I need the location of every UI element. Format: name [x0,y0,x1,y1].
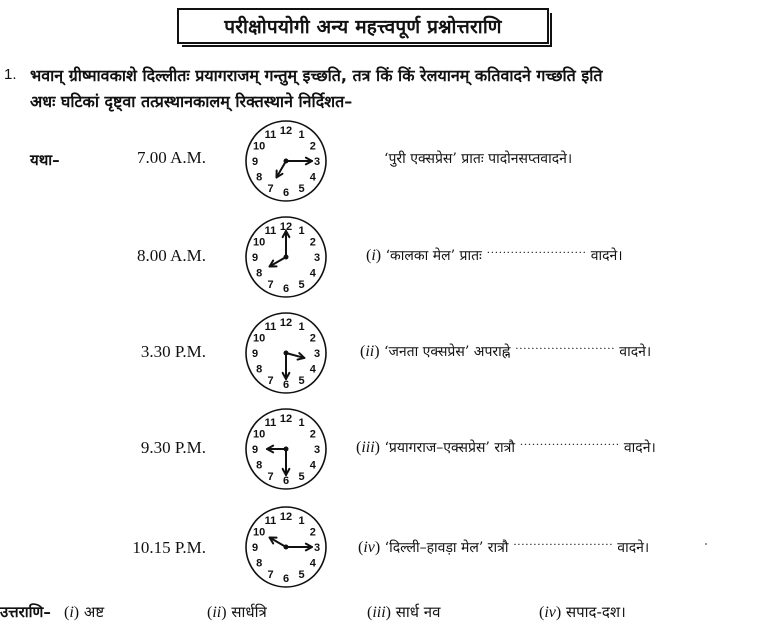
item-marker: ii [365,343,375,360]
answer-marker: ii [212,604,222,621]
svg-text:8: 8 [256,459,263,472]
answers-label: उत्तराणि– [0,603,51,621]
item-marker-open: ( [356,439,362,456]
answer-item: (i) अष्ट [64,603,105,621]
svg-text:10: 10 [253,236,266,249]
svg-text:7: 7 [267,470,274,483]
svg-text:12: 12 [279,511,293,523]
svg-text:2: 2 [309,140,316,153]
svg-text:4: 4 [309,171,316,184]
svg-text:9: 9 [251,252,259,264]
svg-text:2: 2 [309,428,316,441]
train-description: ‘जनता एक्सप्रेस’ अपराह्ने [384,344,511,360]
svg-text:9: 9 [251,444,259,456]
item-marker: iv [363,539,375,556]
train-description: ‘दिल्ली–हावड़ा मेल’ रात्रौ [384,540,509,556]
example-label: यथा– [30,151,60,169]
fill-blank-item [360,341,651,361]
time-label: 9.30 P.M. [140,438,206,457]
answer-marker: iv [544,604,556,621]
item-marker-open: ( [360,343,366,360]
svg-text:1: 1 [298,129,305,142]
svg-text:12: 12 [279,413,293,425]
svg-text:5: 5 [298,182,305,195]
item-marker-close: ) [374,343,380,360]
answer-text: सार्धत्रि [231,603,267,621]
svg-text:6: 6 [282,379,290,391]
svg-text:1: 1 [298,225,305,238]
svg-text:2: 2 [309,236,316,249]
print-speck [705,543,707,545]
blank-field[interactable]: ························· [486,245,587,259]
svg-text:12: 12 [279,317,293,329]
answer-text: सार्ध नव [395,603,441,621]
svg-text:2: 2 [309,526,316,539]
svg-text:6: 6 [282,283,290,295]
svg-text:1: 1 [298,417,305,430]
svg-text:5: 5 [298,470,305,483]
svg-text:10: 10 [253,140,266,153]
svg-text:8: 8 [256,171,263,184]
svg-text:7: 7 [267,182,274,195]
item-marker-close: ) [375,247,382,264]
time-label: 3.30 P.M. [140,342,206,361]
train-description: ‘पुरी एक्सप्रेस’ प्रातः पादोनसप्तवादने। [384,151,573,167]
clock-icon [243,310,329,396]
item-marker-close: ) [374,439,380,456]
clock-icon [243,504,329,590]
blank-field[interactable]: ························· [512,537,613,551]
svg-text:2: 2 [309,332,316,345]
question-text-line-1: भवान् ग्रीष्मावकाशे दिल्लीतः प्रयागराजम् गन्तुम् इच्छति, तत्र किं किं रेलयानम् कतिवादने गच्छति इति [30,66,603,85]
section-title-text: परीक्षोपयोगी अन्य महत्त्वपूर्ण प्रश्नोत्तराणि [224,16,502,38]
svg-text:3: 3 [313,444,321,456]
svg-text:8: 8 [256,557,263,570]
time-label: 7.00 A.M. [137,148,206,167]
svg-text:7: 7 [267,374,274,387]
fill-blank-item [358,537,649,557]
answer-marker: i [69,604,74,621]
svg-text:9: 9 [251,348,259,360]
blank-field[interactable]: ························· [519,437,620,451]
item-marker: i [371,247,376,264]
answer-item: (iii) सार्ध नव [367,603,441,621]
svg-text:3: 3 [313,348,321,360]
answer-text: सपाद-दश। [565,603,626,621]
svg-text:11: 11 [264,129,277,142]
svg-text:3: 3 [313,252,321,264]
svg-text:7: 7 [267,568,274,581]
answer-text: अष्ट [83,603,105,621]
clock-icon [243,118,329,204]
section-title [177,8,549,44]
svg-text:6: 6 [282,187,290,199]
svg-text:11: 11 [264,321,277,334]
train-description: ‘प्रयागराज–एक्सप्रेस’ रात्रौ [384,440,516,456]
svg-text:11: 11 [264,515,277,528]
train-description: ‘कालका मेल’ प्रातः [385,248,482,264]
example-answer-text [384,149,572,168]
svg-text:8: 8 [256,363,263,376]
question-number: 1. [4,66,17,83]
item-marker-open: ( [358,539,364,556]
svg-text:3: 3 [313,156,321,168]
svg-text:10: 10 [253,428,266,441]
svg-text:3: 3 [313,542,321,554]
svg-text:5: 5 [298,374,305,387]
answer-item: (ii) सार्धत्रि [207,603,267,621]
item-marker-close: ) [374,539,381,556]
svg-text:11: 11 [264,225,277,238]
time-label: 8.00 A.M. [137,246,206,265]
suffix-text: वादने। [590,248,623,264]
clock-icon [243,214,329,300]
svg-text:10: 10 [253,332,266,345]
clock-icon [243,406,329,492]
svg-text:9: 9 [251,156,259,168]
fill-blank-item [366,245,623,265]
svg-text:4: 4 [309,557,316,570]
svg-text:6: 6 [282,573,290,585]
svg-text:5: 5 [298,568,305,581]
suffix-text: वादने। [619,344,652,360]
time-label: 10.15 P.M. [132,538,206,557]
answer-marker: iii [372,604,386,621]
svg-text:4: 4 [309,459,316,472]
question-text-line-2: अधः घटिकां दृष्ट्वा तत्प्रस्थानकालम् रिक्तस्थाने निर्दिशत– [30,92,353,111]
suffix-text: वादने। [623,440,656,456]
svg-text:11: 11 [264,417,277,430]
suffix-text: वादने। [617,540,650,556]
answers-line [0,602,759,626]
svg-text:1: 1 [298,321,305,334]
svg-text:4: 4 [309,267,316,280]
item-marker-open: ( [366,247,372,264]
svg-text:6: 6 [282,475,290,487]
svg-text:1: 1 [298,515,305,528]
svg-text:10: 10 [253,526,266,539]
item-marker: iii [361,439,375,456]
fill-blank-item [356,437,656,457]
blank-field[interactable]: ························· [514,341,615,355]
svg-text:5: 5 [298,278,305,291]
answer-item: (iv) सपाद-दश। [539,603,626,621]
svg-text:7: 7 [267,278,274,291]
svg-text:12: 12 [279,125,293,137]
svg-text:4: 4 [309,363,316,376]
svg-text:12: 12 [279,221,293,233]
svg-text:9: 9 [251,542,259,554]
svg-text:8: 8 [256,267,263,280]
